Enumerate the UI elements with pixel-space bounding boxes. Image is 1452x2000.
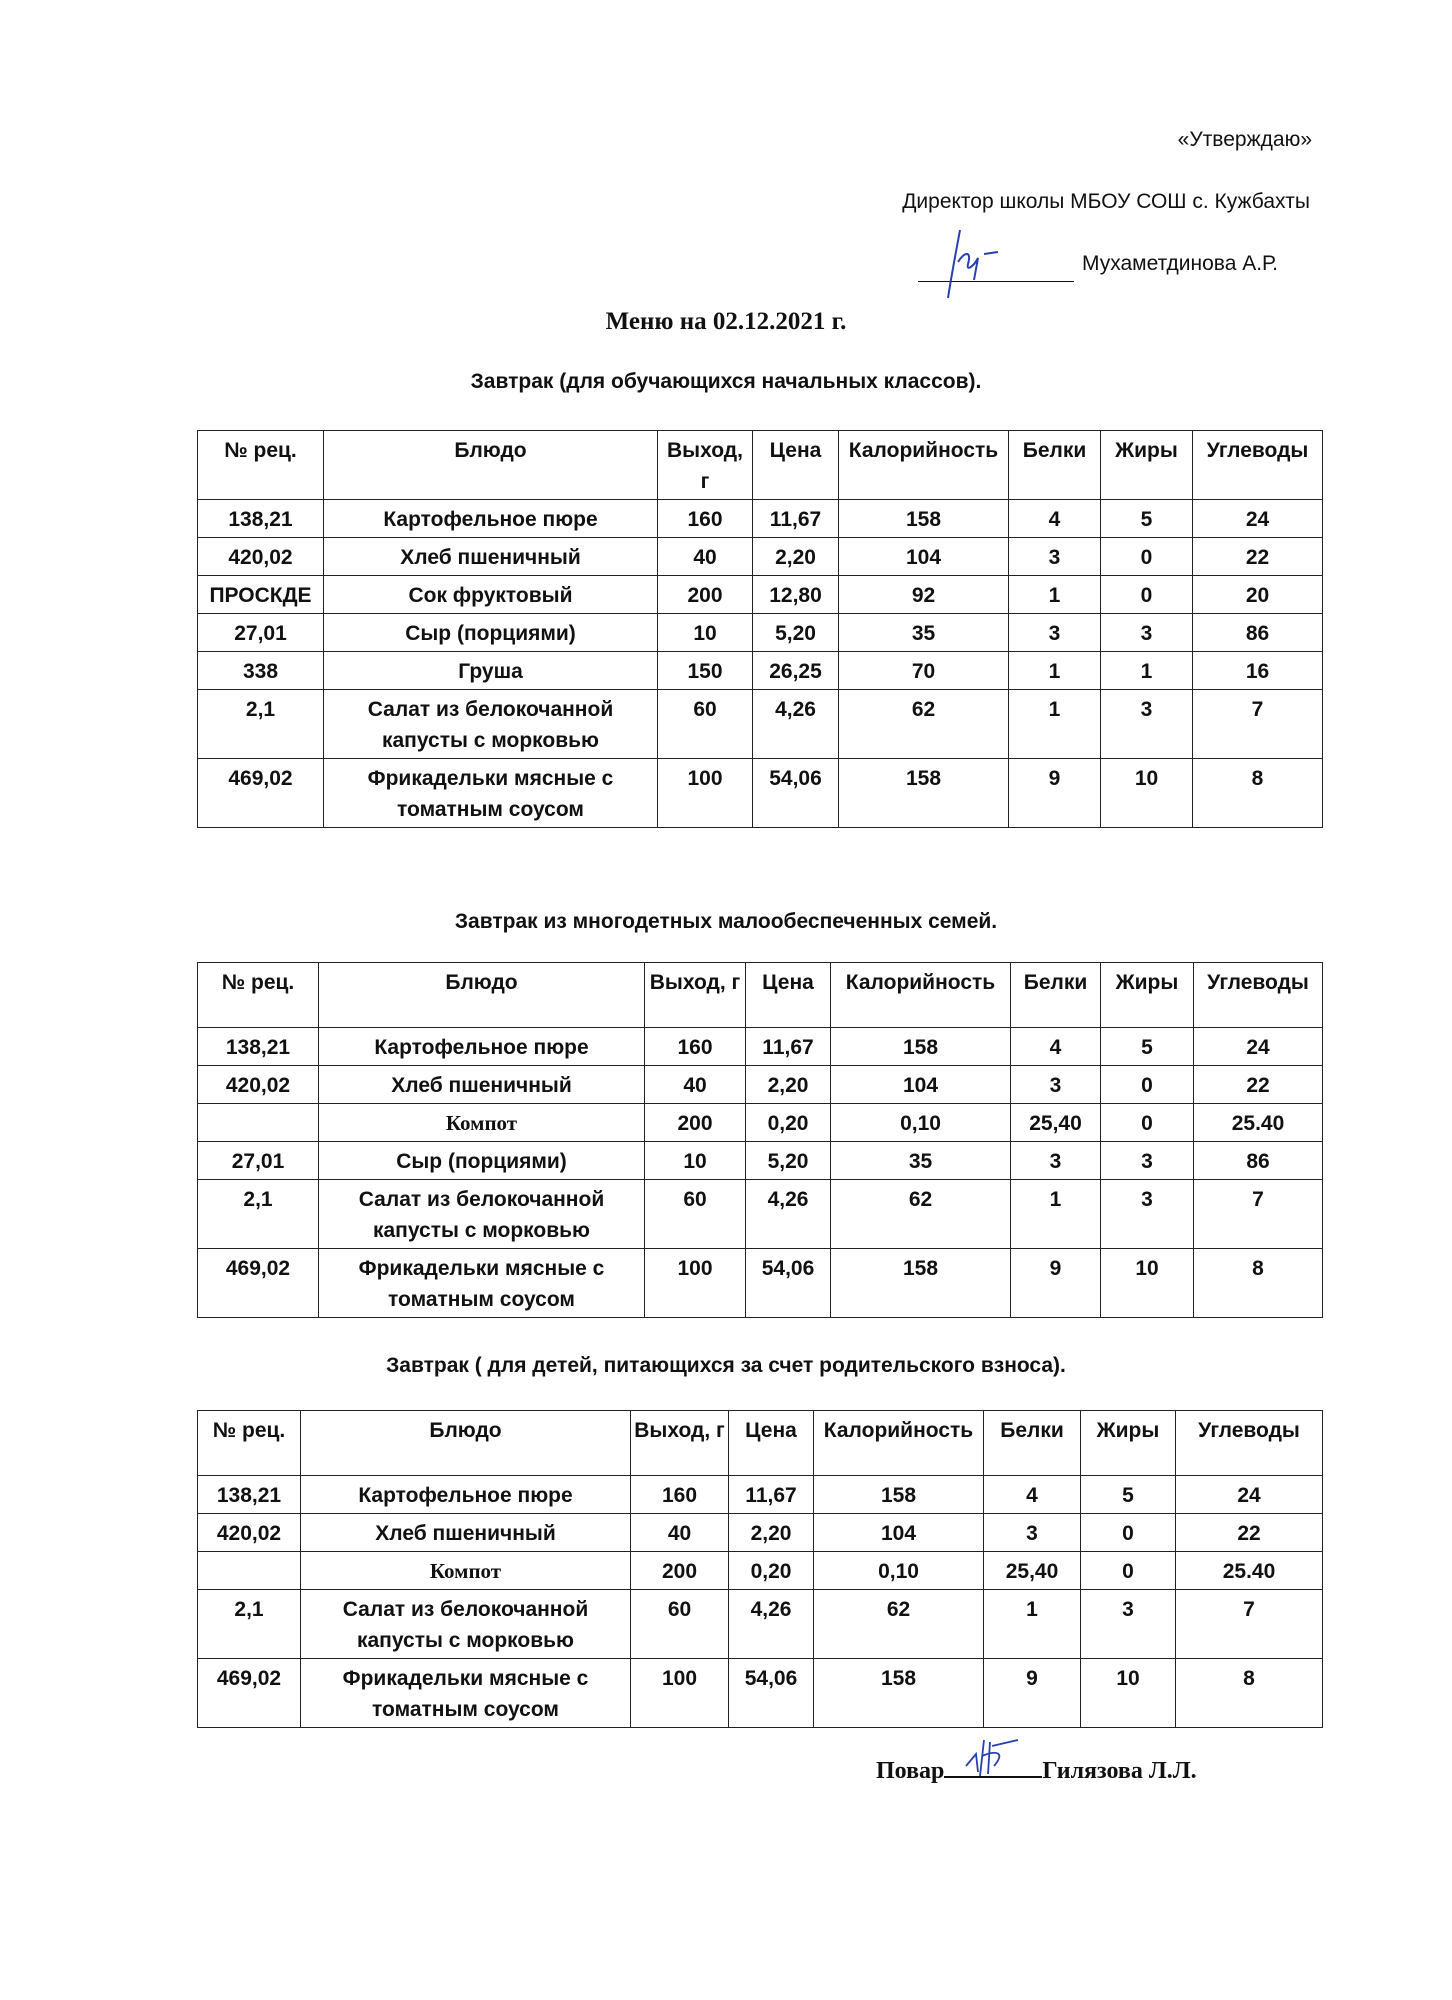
column-header: Жиры: [1101, 963, 1194, 1028]
table-row: [198, 759, 1323, 828]
value-cell: 3: [1011, 1066, 1101, 1104]
table-row: [198, 538, 1323, 576]
column-header: № рец.: [198, 431, 324, 500]
value-cell: 100: [631, 1659, 729, 1728]
value-cell: 27,01: [198, 1142, 319, 1180]
director-name: Мухаметдинова А.Р.: [1082, 252, 1278, 275]
value-cell: 10: [1101, 759, 1193, 828]
table-row: [198, 1028, 1323, 1066]
value-cell: ПРОСКДЕ: [198, 576, 324, 614]
value-cell: 200: [658, 576, 753, 614]
value-cell: 25.40: [1176, 1552, 1323, 1590]
value-cell: 10: [658, 614, 753, 652]
value-cell: [198, 1104, 319, 1142]
value-cell: 10: [645, 1142, 746, 1180]
value-cell: 1: [1009, 690, 1101, 759]
value-cell: 12,80: [753, 576, 839, 614]
value-cell: 2,1: [198, 1180, 319, 1249]
value-cell: [198, 1552, 301, 1590]
column-header: Калорийность: [831, 963, 1011, 1028]
value-cell: 16: [1193, 652, 1323, 690]
value-cell: 3: [1081, 1590, 1176, 1659]
value-cell: 8: [1193, 759, 1323, 828]
value-cell: 20: [1193, 576, 1323, 614]
column-header: Жиры: [1081, 1411, 1176, 1476]
value-cell: 8: [1194, 1249, 1323, 1318]
column-header: Выход, г: [645, 963, 746, 1028]
column-header: Жиры: [1101, 431, 1193, 500]
column-header: Белки: [1011, 963, 1101, 1028]
value-cell: 158: [814, 1476, 984, 1514]
value-cell: 1: [1101, 652, 1193, 690]
dish-cell: Груша: [324, 652, 658, 690]
value-cell: 60: [645, 1180, 746, 1249]
value-cell: 86: [1193, 614, 1323, 652]
value-cell: 0,20: [746, 1104, 831, 1142]
value-cell: 4: [984, 1476, 1081, 1514]
dish-cell: Хлеб пшеничный: [324, 538, 658, 576]
value-cell: 5,20: [746, 1142, 831, 1180]
value-cell: 11,67: [729, 1476, 814, 1514]
value-cell: 27,01: [198, 614, 324, 652]
value-cell: 11,67: [753, 500, 839, 538]
value-cell: 5: [1101, 1028, 1194, 1066]
value-cell: 158: [814, 1659, 984, 1728]
value-cell: 420,02: [198, 1066, 319, 1104]
value-cell: 62: [831, 1180, 1011, 1249]
dish-cell: Салат из белокочанной капусты с морковью: [324, 690, 658, 759]
value-cell: 3: [1101, 690, 1193, 759]
value-cell: 0,10: [831, 1104, 1011, 1142]
table-row: [198, 1476, 1323, 1514]
value-cell: 0: [1081, 1552, 1176, 1590]
value-cell: 2,20: [729, 1514, 814, 1552]
dish-cell: Картофельное пюре: [324, 500, 658, 538]
value-cell: 3: [1011, 1142, 1101, 1180]
table-row: [198, 1659, 1323, 1728]
value-cell: 1: [1011, 1180, 1101, 1249]
value-cell: 469,02: [198, 1659, 301, 1728]
value-cell: 9: [1011, 1249, 1101, 1318]
value-cell: 3: [984, 1514, 1081, 1552]
value-cell: 0: [1101, 538, 1193, 576]
value-cell: 469,02: [198, 1249, 319, 1318]
value-cell: 24: [1176, 1476, 1323, 1514]
column-header: Выход, г: [631, 1411, 729, 1476]
value-cell: 25.40: [1194, 1104, 1323, 1142]
value-cell: 54,06: [746, 1249, 831, 1318]
value-cell: 158: [839, 759, 1009, 828]
value-cell: 0: [1101, 1066, 1194, 1104]
column-header: Белки: [1009, 431, 1101, 500]
table-row: [198, 500, 1323, 538]
value-cell: 3: [1101, 1180, 1194, 1249]
column-header: Цена: [753, 431, 839, 500]
value-cell: 24: [1194, 1028, 1323, 1066]
table-row: [198, 652, 1323, 690]
menu-table-large-families: [197, 962, 1323, 1318]
value-cell: 0,20: [729, 1552, 814, 1590]
table-row: [198, 1142, 1323, 1180]
cook-signature-icon: [962, 1736, 1022, 1780]
table-header-row: [198, 963, 1323, 1028]
column-header: Углеводы: [1193, 431, 1323, 500]
value-cell: 4: [1011, 1028, 1101, 1066]
column-header: Блюдо: [324, 431, 658, 500]
value-cell: 54,06: [729, 1659, 814, 1728]
value-cell: 4,26: [753, 690, 839, 759]
column-header: Углеводы: [1176, 1411, 1323, 1476]
table-row: [198, 1514, 1323, 1552]
dish-cell: Компот: [319, 1104, 645, 1142]
value-cell: 9: [1009, 759, 1101, 828]
value-cell: 158: [839, 500, 1009, 538]
director-title: Директор школы МБОУ СОШ с. Кужбахты: [902, 190, 1310, 213]
table-row: [198, 614, 1323, 652]
value-cell: 24: [1193, 500, 1323, 538]
value-cell: 100: [645, 1249, 746, 1318]
column-header: Цена: [729, 1411, 814, 1476]
value-cell: 86: [1194, 1142, 1323, 1180]
table-row: [198, 1590, 1323, 1659]
dish-cell: Фрикадельки мясные с томатным соусом: [324, 759, 658, 828]
column-header: № рец.: [198, 1411, 301, 1476]
value-cell: 22: [1194, 1066, 1323, 1104]
table-header-row: [198, 431, 1323, 500]
value-cell: 5,20: [753, 614, 839, 652]
value-cell: 104: [814, 1514, 984, 1552]
value-cell: 104: [831, 1066, 1011, 1104]
dish-cell: Картофельное пюре: [301, 1476, 631, 1514]
table-row: [198, 690, 1323, 759]
value-cell: 158: [831, 1028, 1011, 1066]
column-header: Выход, г: [658, 431, 753, 500]
value-cell: 338: [198, 652, 324, 690]
table-row: [198, 1104, 1323, 1142]
value-cell: 62: [839, 690, 1009, 759]
dish-cell: Хлеб пшеничный: [301, 1514, 631, 1552]
value-cell: 9: [984, 1659, 1081, 1728]
value-cell: 10: [1081, 1659, 1176, 1728]
value-cell: 0: [1081, 1514, 1176, 1552]
value-cell: 11,67: [746, 1028, 831, 1066]
page-title: Меню на 02.12.2021 г.: [605, 308, 847, 335]
value-cell: 62: [814, 1590, 984, 1659]
value-cell: 0: [1101, 576, 1193, 614]
value-cell: 3: [1009, 614, 1101, 652]
table-row: [198, 1066, 1323, 1104]
dish-cell: Сок фруктовый: [324, 576, 658, 614]
value-cell: 160: [645, 1028, 746, 1066]
menu-table-primary: [197, 430, 1323, 828]
value-cell: 160: [658, 500, 753, 538]
cook-signature-block: [876, 1754, 1197, 1785]
value-cell: 5: [1081, 1476, 1176, 1514]
value-cell: 150: [658, 652, 753, 690]
value-cell: 5: [1101, 500, 1193, 538]
value-cell: 60: [658, 690, 753, 759]
dish-cell: Фрикадельки мясные с томатным соусом: [319, 1249, 645, 1318]
table-row: [198, 1180, 1323, 1249]
column-header: Цена: [746, 963, 831, 1028]
table-row: [198, 576, 1323, 614]
value-cell: 25,40: [1011, 1104, 1101, 1142]
value-cell: 0,10: [814, 1552, 984, 1590]
value-cell: 138,21: [198, 1028, 319, 1066]
value-cell: 22: [1176, 1514, 1323, 1552]
value-cell: 0: [1101, 1104, 1194, 1142]
cook-signature-line: [944, 1754, 1042, 1778]
value-cell: 4,26: [729, 1590, 814, 1659]
value-cell: 35: [839, 614, 1009, 652]
value-cell: 10: [1101, 1249, 1194, 1318]
menu-table-parent-paid: [197, 1410, 1323, 1728]
value-cell: 7: [1194, 1180, 1323, 1249]
value-cell: 4,26: [746, 1180, 831, 1249]
value-cell: 100: [658, 759, 753, 828]
cook-name: Гилязова Л.Л.: [1042, 1758, 1197, 1784]
value-cell: 469,02: [198, 759, 324, 828]
value-cell: 1: [1009, 652, 1101, 690]
value-cell: 3: [1009, 538, 1101, 576]
value-cell: 35: [831, 1142, 1011, 1180]
value-cell: 25,40: [984, 1552, 1081, 1590]
value-cell: 2,1: [198, 690, 324, 759]
value-cell: 40: [658, 538, 753, 576]
value-cell: 420,02: [198, 1514, 301, 1552]
dish-cell: Салат из белокочанной капусты с морковью: [301, 1590, 631, 1659]
value-cell: 158: [831, 1249, 1011, 1318]
value-cell: 2,1: [198, 1590, 301, 1659]
value-cell: 60: [631, 1590, 729, 1659]
value-cell: 70: [839, 652, 1009, 690]
value-cell: 26,25: [753, 652, 839, 690]
dish-cell: Сыр (порциями): [319, 1142, 645, 1180]
value-cell: 1: [1009, 576, 1101, 614]
value-cell: 138,21: [198, 500, 324, 538]
value-cell: 2,20: [753, 538, 839, 576]
column-header: Углеводы: [1194, 963, 1323, 1028]
value-cell: 160: [631, 1476, 729, 1514]
column-header: Блюдо: [301, 1411, 631, 1476]
dish-cell: Салат из белокочанной капусты с морковью: [319, 1180, 645, 1249]
value-cell: 8: [1176, 1659, 1323, 1728]
column-header: Калорийность: [814, 1411, 984, 1476]
value-cell: 7: [1193, 690, 1323, 759]
value-cell: 3: [1101, 614, 1193, 652]
dish-cell: Картофельное пюре: [319, 1028, 645, 1066]
value-cell: 92: [839, 576, 1009, 614]
director-signature-icon: [938, 222, 1018, 302]
value-cell: 54,06: [753, 759, 839, 828]
dish-cell: Компот: [301, 1552, 631, 1590]
value-cell: 104: [839, 538, 1009, 576]
section-heading-2: Завтрак из многодетных малообеспеченных семей.: [454, 910, 998, 933]
table-row: [198, 1249, 1323, 1318]
dish-cell: Сыр (порциями): [324, 614, 658, 652]
column-header: Калорийность: [839, 431, 1009, 500]
value-cell: 22: [1193, 538, 1323, 576]
dish-cell: Хлеб пшеничный: [319, 1066, 645, 1104]
value-cell: 3: [1101, 1142, 1194, 1180]
value-cell: 7: [1176, 1590, 1323, 1659]
section-heading-3: Завтрак ( для детей, питающихся за счет родительского взноса).: [386, 1354, 1066, 1377]
value-cell: 200: [645, 1104, 746, 1142]
dish-cell: Фрикадельки мясные с томатным соусом: [301, 1659, 631, 1728]
cook-label: Повар: [876, 1758, 945, 1784]
value-cell: 40: [645, 1066, 746, 1104]
value-cell: 2,20: [746, 1066, 831, 1104]
value-cell: 4: [1009, 500, 1101, 538]
column-header: № рец.: [198, 963, 319, 1028]
column-header: Блюдо: [319, 963, 645, 1028]
value-cell: 200: [631, 1552, 729, 1590]
value-cell: 1: [984, 1590, 1081, 1659]
section-heading-1: Завтрак (для обучающихся начальных классов).: [470, 370, 982, 393]
value-cell: 420,02: [198, 538, 324, 576]
table-row: [198, 1552, 1323, 1590]
approval-stamp: «Утверждаю»: [1177, 128, 1312, 151]
value-cell: 138,21: [198, 1476, 301, 1514]
column-header: Белки: [984, 1411, 1081, 1476]
value-cell: 40: [631, 1514, 729, 1552]
table-header-row: [198, 1411, 1323, 1476]
